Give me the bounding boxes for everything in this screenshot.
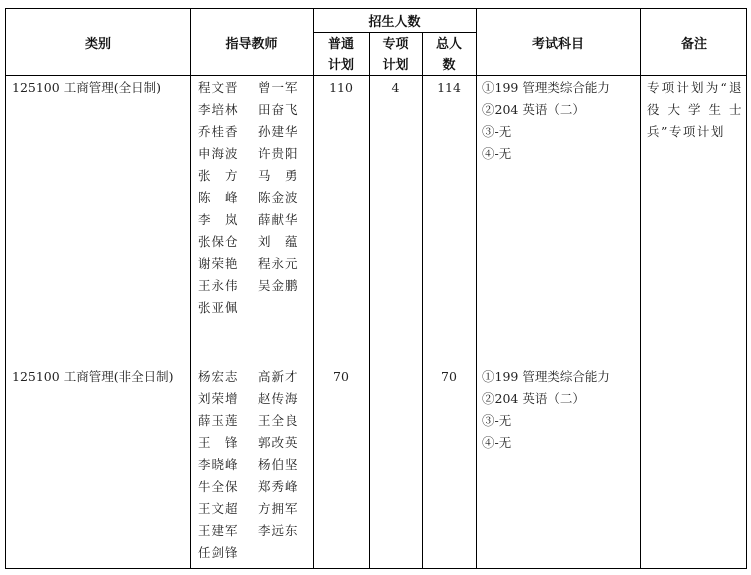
advisor: 田奋飞 xyxy=(258,102,299,117)
advisor: 乔桂香 xyxy=(198,124,239,139)
advisor: 王全良 xyxy=(258,413,299,428)
advisor: 吴金鹏 xyxy=(258,278,299,293)
advisor: 刘 蕴 xyxy=(258,234,299,249)
advisor: 牛全保 xyxy=(198,479,239,494)
advisor: 申海波 xyxy=(198,146,239,161)
header-enrollment: 招生人数 xyxy=(368,15,421,30)
advisor: 张保仓 xyxy=(198,234,239,249)
subject: ②204 英语（二） xyxy=(482,102,585,117)
advisor: 程文晋 xyxy=(198,80,239,95)
advisor: 陈 峰 xyxy=(198,190,239,205)
subject: ④-无 xyxy=(482,435,512,450)
header-regular-plan: 普通 计划 xyxy=(327,37,354,73)
advisor: 谢荣艳 xyxy=(198,256,239,271)
advisor: 许贵阳 xyxy=(258,146,299,161)
subject: ③-无 xyxy=(482,124,512,139)
advisor: 陈金波 xyxy=(258,190,299,205)
admissions-table xyxy=(5,8,747,569)
advisor: 王永伟 xyxy=(198,278,239,293)
advisor: 马 勇 xyxy=(258,168,299,183)
row2-subjects xyxy=(482,366,610,454)
advisor: 孙建华 xyxy=(258,124,299,139)
advisor: 李晓峰 xyxy=(198,457,239,472)
subject: ④-无 xyxy=(482,146,512,161)
subject: ②204 英语（二） xyxy=(482,391,585,406)
advisor: 方拥军 xyxy=(258,501,299,516)
advisor: 杨伯坚 xyxy=(258,457,299,472)
row1-special: 4 xyxy=(391,80,400,95)
row1-regular: 110 xyxy=(329,80,353,95)
advisor: 李远东 xyxy=(258,523,299,538)
advisor: 曾一军 xyxy=(258,80,299,95)
advisor: 程永元 xyxy=(258,256,299,271)
advisor: 薛献华 xyxy=(258,212,299,227)
advisor: 张亚佩 xyxy=(198,300,239,315)
advisor: 李 岚 xyxy=(198,212,239,227)
row1-advisors xyxy=(198,77,318,319)
row1-remarks: 专项计划为“退役大学生士兵”专项计划 xyxy=(647,80,743,139)
advisor: 郭改英 xyxy=(258,435,299,450)
row1-subjects xyxy=(482,77,610,165)
advisor: 高新才 xyxy=(258,369,299,384)
subject: ①199 管理类综合能力 xyxy=(482,80,610,95)
advisor: 王 锋 xyxy=(198,435,239,450)
row2-total: 70 xyxy=(441,369,457,384)
header-subjects: 考试科目 xyxy=(531,37,584,52)
advisor: 薛玉莲 xyxy=(198,413,239,428)
row2-advisors xyxy=(198,366,318,564)
advisor: 郑秀峰 xyxy=(258,479,299,494)
advisor: 王文超 xyxy=(198,501,239,516)
advisor: 王建军 xyxy=(198,523,239,538)
row1-category: 125100 工商管理(全日制) xyxy=(12,80,161,95)
advisor: 赵传海 xyxy=(258,391,299,406)
advisor: 刘荣增 xyxy=(198,391,239,406)
advisor: 张 方 xyxy=(198,168,239,183)
header-total: 总人 数 xyxy=(435,37,462,73)
subject: ③-无 xyxy=(482,413,512,428)
header-advisors: 指导教师 xyxy=(225,37,278,52)
row2-category: 125100 工商管理(非全日制) xyxy=(12,369,174,384)
advisor: 任剑锋 xyxy=(198,545,239,560)
header-special-plan: 专项 计划 xyxy=(382,37,409,73)
row2-regular: 70 xyxy=(333,369,349,384)
advisor: 李培林 xyxy=(198,102,239,117)
row1-total: 114 xyxy=(437,80,461,95)
subject: ①199 管理类综合能力 xyxy=(482,369,610,384)
header-remarks: 备注 xyxy=(680,37,707,52)
header-category: 类别 xyxy=(84,37,111,52)
advisor: 杨宏志 xyxy=(198,369,239,384)
